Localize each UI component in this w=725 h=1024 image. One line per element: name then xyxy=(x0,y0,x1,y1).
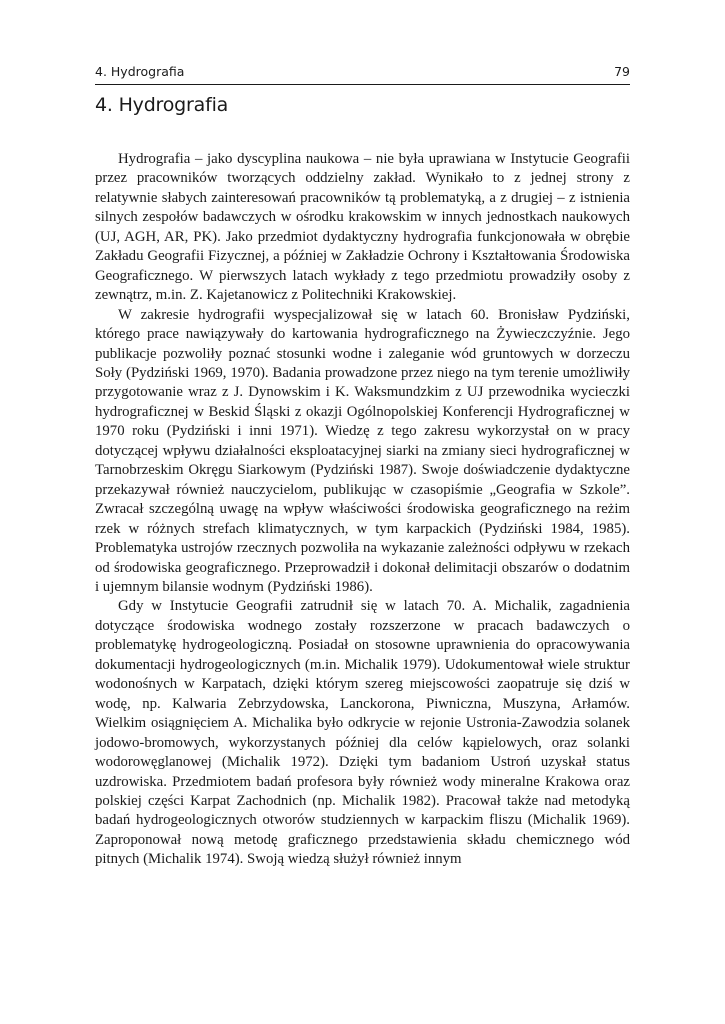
running-header xyxy=(95,62,630,82)
paragraph: Hydrografia – jako dyscyplina naukowa – nie była uprawiana w Instytucie Geografii przez pracowników tworzących oddzielny zakład. Wynikało to z jednej strony z relatywnie słabych zainteresowań pracowników tą problematyką, a z drugiej – z istnienia silnych zespołów badawczych w ośrodku krakowskim w innych jednostkach naukowych (UJ, AGH, AR, PK). Jako przedmiot dydaktyczny hydrografia funkcjonowała w obrębie Zakładu Geografii Fizycznej, a później w Zakładzie Ochrony i Kształtowania Środowiska Geograficznego. W pierwszych latach wykłady z tego przedmiotu prowadziły osoby z zewnątrz, m.in. Z. Kajetanowicz z Politechniki Krakowskiej. xyxy=(95,151,630,304)
header-rule xyxy=(95,84,630,85)
paragraph: Gdy w Instytucie Geografii zatrudnił się w latach 70. A. Michalik, zagadnienia dotyczące środowiska wodnego zostały rozszerzone w pracach badawczych o problematykę hydrogeologiczną. Posiadał on stosowne uprawnienia do opracowywania dokumentacji hydrogeologicznych (m.in. Michalik 1979). Udokumentował wiele struktur wodonośnych w Karpatach, dzięki którym szereg miejscowości zaopatruje się dziś w wodę, np. Kalwaria Zebrzydowska, Lanckorona, Piwniczna, Muszyna, Arłamów. Wielkim osiągnięciem A. Michalika było odkrycie w rejonie Ustronia-Zawodzia solanek jodowo-bromowych, wykorzystanych później dla celów kąpielowych, oraz solanki wodorowęglanowej (Michalik 1972). Dzięki tym badaniom Ustroń uzyskał status uzdrowiska. Przedmiotem badań profesora były również wody mineralne Krakowa oraz polskiej części Karpat Zachodnich (np. Michalik 1982). Pracował także nad metodyką badań hydrogeologicznych otworów studziennych w karpackim fliszu (Michalik 1969). Zaproponował nową metodę graficznego przedstawienia składu chemicznego wód pitnych (Michalik 1974). Swoją wiedzą służył również innym xyxy=(95,598,630,868)
paragraph: W zakresie hydrografii wyspecjalizował się w latach 60. Bronisław Pydziński, którego prace nawiązywały do kartowania hydrograficznego na Żywieczczyźnie. Jego publikacje pozwoliły poznać stosunki wodne i zaleganie wód gruntowych w dorzeczu Soły (Pydziński 1969, 1970). Badania prowadzone przez niego na tym terenie umożliwiły przygotowanie wraz z J. Dynowskim i K. Waksmundzkim z UJ przewodnika wycieczki hydrograficznej w Beskid Śląski z okazji Ogólnopolskiej Konferencji Hydrograficznej w 1970 roku (Pydziński i inni 1971). Wiedzę z tego zakresu wykorzystał on w pracy dotyczącej wpływu działalności eksploatacyjnej siarki na zmiany sieci hydrograficznej w Tarnobrzeskim Okręgu Siarkowym (Pydziński 1987). Swoje doświadczenie dydaktyczne przekazywał również nauczycielom, publikując w czasopiśmie „Geografia w Szkole”. Zwracał szczególną uwagę na wpływ właściwości środowiska geograficznego na reżim rzek w różnych strefach klimatycznych, w tym karpackich (Pydziński 1984, 1985). Problematyka ustrojów rzecznych pozwoliła na wykazanie zależności odpływu w rzekach od środowiska geograficznego. Przeprowadził i dokonał delimitacji obszarów o dodatnim i ujemnym bilansie wodnym (Pydziński 1986). xyxy=(95,306,630,595)
running-title: 4. Hydrografia xyxy=(95,64,185,79)
page-number: 79 xyxy=(614,64,630,79)
body-text xyxy=(95,150,630,870)
chapter-title: 4. Hydrografia xyxy=(95,94,229,116)
